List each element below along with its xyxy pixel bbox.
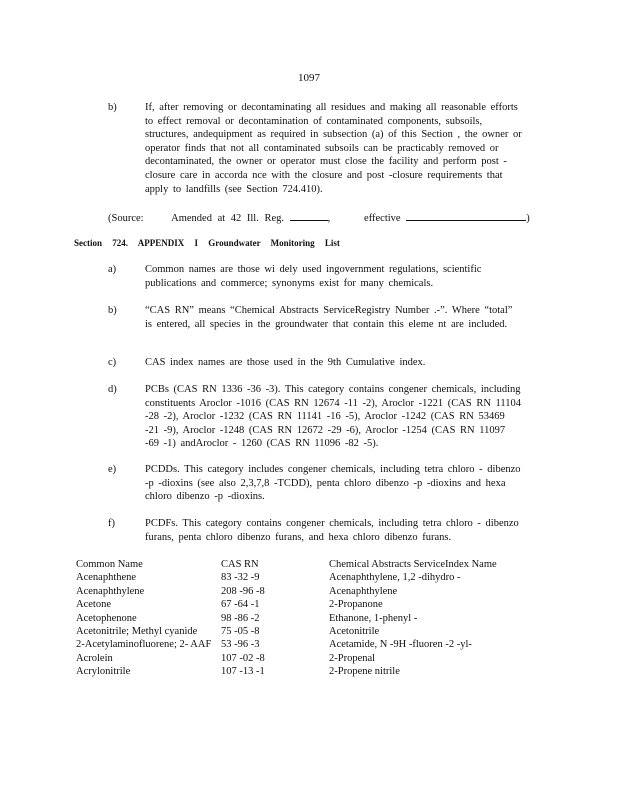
effective-date-blank — [406, 211, 526, 221]
table-row — [76, 625, 526, 638]
cas-rn-cell: 98 -86 -2 — [221, 612, 260, 624]
table-row — [76, 571, 526, 584]
section-heading: Section 724. APPENDIX I Groundwater Monitoring List — [74, 238, 340, 248]
table-header-row — [76, 558, 526, 571]
common-name-cell: Acrolein — [76, 652, 113, 664]
source-note — [108, 211, 530, 224]
item-c-text: CAS index names are those used in the 9th Cumulative index. — [145, 357, 426, 368]
common-name-cell: Acrylonitrile — [76, 666, 131, 678]
cas-rn-cell: 107 -13 -1 — [221, 666, 265, 678]
common-name-cell: Acetone — [76, 599, 111, 611]
item-d-text: PCBs (CAS RN 1336 -36 -3). This category contains congener chemicals, including constituents Aroclor -1016 (CAS RN 12674 -11 -2), Aroclor -1221 (CAS RN 11104 -28 -2), Aroclor -1232 (CAS RN 11141 -16 -5), Aroclor -1242 (CAS RN 53469 -21 -9), Aroclor -1248 (CAS RN 12672 -29 -6), Aroclor -1254 (CAS RN 11097 -69 -1) andAroclor - 1260 (CAS RN 11096 -82 -5). — [145, 384, 522, 450]
index-name-cell: Ethanone, 1-phenyl - — [329, 612, 418, 624]
index-name-cell: Acetamide, N -9H -fluoren -2 -yl- — [329, 639, 472, 651]
source-effective: effective — [364, 213, 401, 224]
item-b-text: “CAS RN” means “Chemical Abstracts ServiceRegistry Number .-”. Where “total” is entered, all species in the groundwater that contain this eleme nt are included. — [145, 305, 513, 330]
cas-rn-cell: 53 -96 -3 — [221, 639, 260, 651]
item-e-text: PCDDs. This category includes congener chemicals, including tetra chloro - dibenzo -p -dioxins (see also 2,3,7,8 -TCDD), penta chloro dibenzo -p -dioxins and hexa chloro dibenzo -p -dioxins. — [145, 464, 521, 503]
cas-rn-cell: 107 -02 -8 — [221, 652, 265, 664]
table-row — [76, 612, 526, 625]
item-f-text: PCDFs. This category contains congener chemicals, including tetra chloro - dibenzo furans, penta chloro dibenzo furans, and hexa chloro dibenzo furans. — [145, 518, 519, 543]
item-d-label: d) — [108, 384, 117, 395]
item-c-label: c) — [108, 357, 117, 368]
table-row — [76, 638, 526, 651]
closure-paragraph: If, after removing or decontaminating all residues and making all reasonable efforts to effect removal or decontamination of contaminated components, subsoils, structures, andequipment as required in subsection (a) of this Section , the owner or operator finds that not all contaminated subsoils can be practicably removed or decontaminated, the owner or operator must close the facility and perform post -closure care in accorda nce with the closure and post -closure requirements that apply to landfills (see Section 724.410). — [145, 102, 522, 195]
cas-rn-cell: 75 -05 -8 — [221, 626, 260, 638]
item-f-label: f) — [108, 518, 115, 529]
table-row — [76, 598, 526, 611]
item-e-label: e) — [108, 464, 117, 475]
groundwater-list-table — [76, 558, 526, 679]
register-blank — [290, 211, 328, 221]
source-comma: , — [327, 213, 331, 224]
common-name-cell: 2-Acetylaminofluorene; 2- AAF — [76, 639, 212, 651]
index-name-cell: 2-Propanone — [329, 599, 383, 611]
source-prefix: (Source: — [108, 213, 144, 224]
cas-rn-cell: 67 -64 -1 — [221, 599, 260, 611]
page-number: 1097 — [298, 72, 320, 84]
index-name-cell: Acetonitrile — [329, 626, 380, 638]
common-name-cell: Acetonitrile; Methyl cyanide — [76, 626, 198, 638]
common-name-cell: Acenaphthene — [76, 572, 137, 584]
index-name-cell: Acenaphthylene, 1,2 -dihydro - — [329, 572, 461, 584]
item-b-label: b) — [108, 305, 117, 316]
para-label-b: b) — [108, 102, 117, 113]
source-close: ) — [526, 213, 530, 224]
cas-rn-cell: 83 -32 -9 — [221, 572, 260, 584]
index-name-cell: 2-Propenal — [329, 652, 376, 664]
index-name-cell: Acenaphthylene — [329, 585, 398, 597]
source-amended: Amended at 42 Ill. Reg. — [171, 213, 285, 224]
table-row — [76, 585, 526, 598]
header-index-name: Chemical Abstracts ServiceIndex Name — [329, 559, 497, 570]
header-common-name: Common Name — [76, 559, 143, 570]
header-cas-rn: CAS RN — [221, 559, 259, 570]
item-a-text: Common names are those wi dely used ingovernment regulations, scientific publications and commerce; synonyms exist for many chemicals. — [145, 264, 482, 289]
table-row — [76, 665, 526, 678]
index-name-cell: 2-Propene nitrile — [329, 666, 400, 678]
cas-rn-cell: 208 -96 -8 — [221, 585, 265, 597]
common-name-cell: Acetophenone — [76, 612, 137, 624]
item-a-label: a) — [108, 264, 117, 275]
table-body — [76, 571, 526, 678]
table-row — [76, 652, 526, 665]
common-name-cell: Acenaphthylene — [76, 585, 145, 597]
